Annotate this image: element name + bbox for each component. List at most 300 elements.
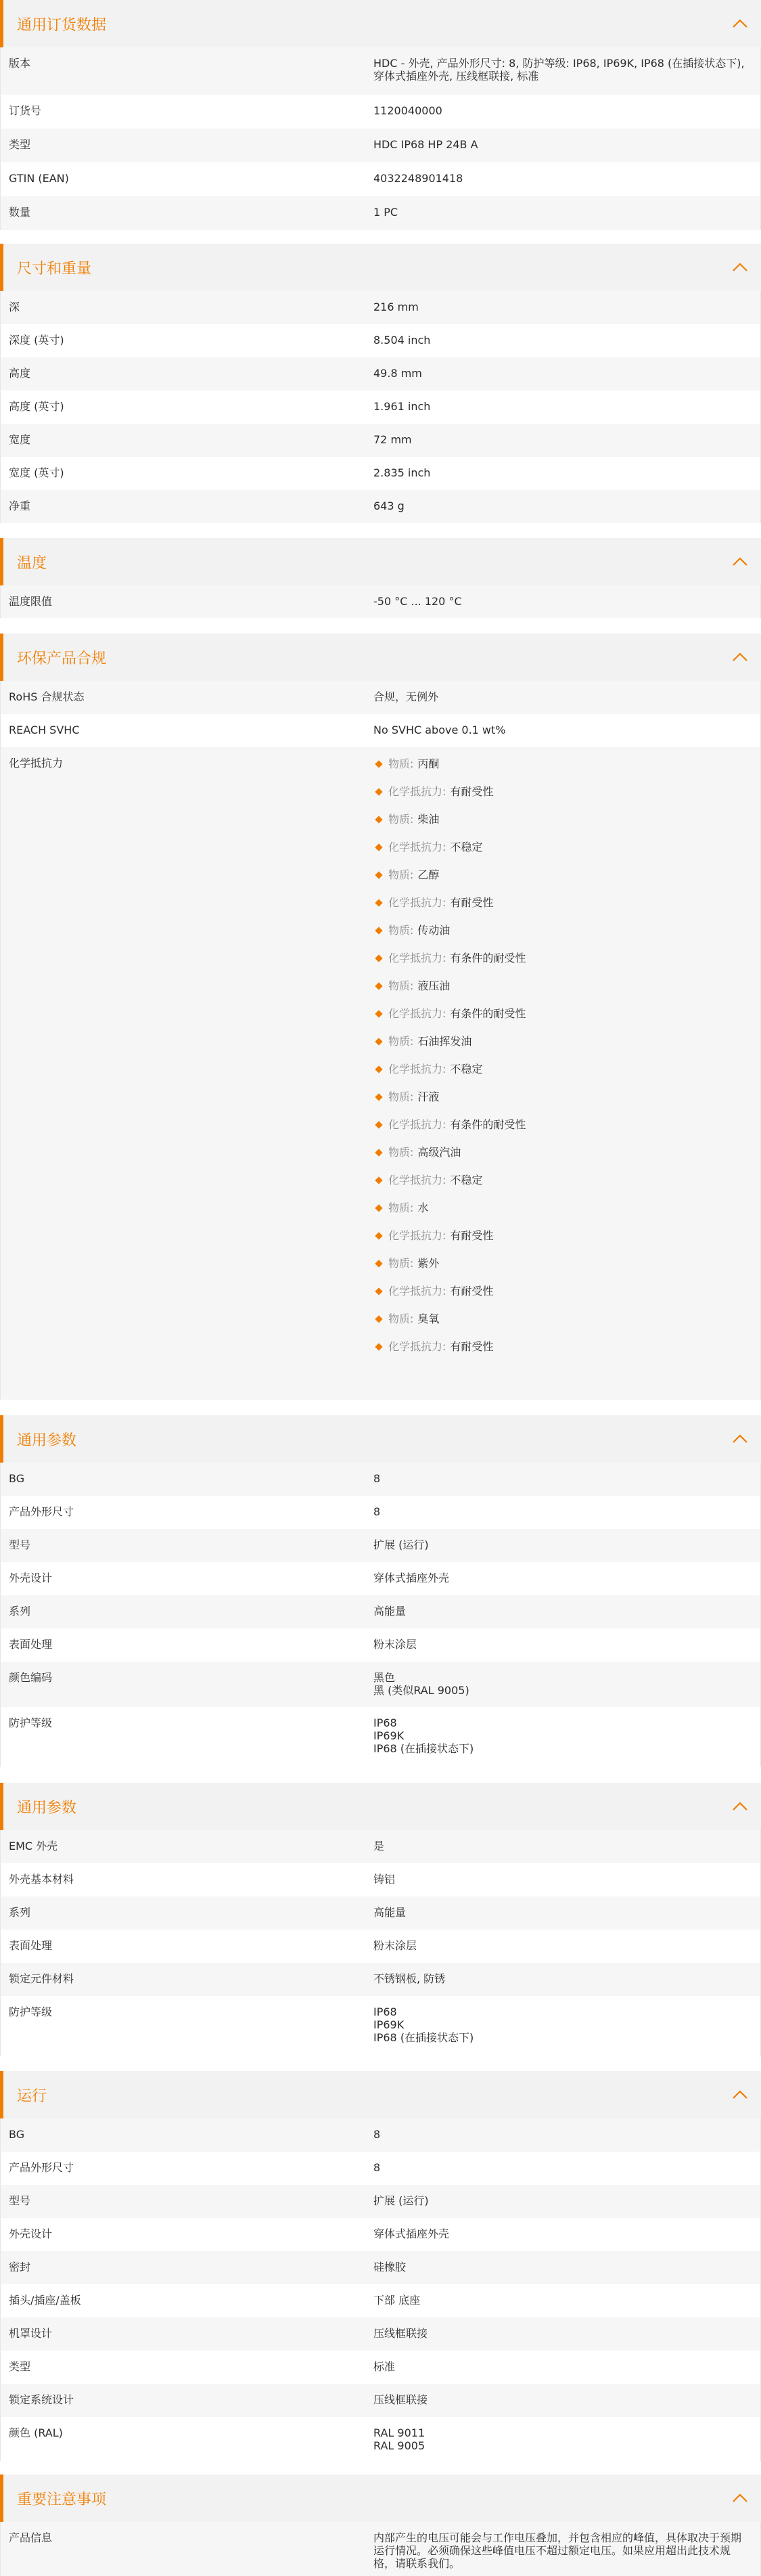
spec-value-line: 49.8 mm: [373, 367, 422, 380]
chem-value: 有条件的耐受性: [450, 1118, 526, 1131]
spec-value-line: No SVHC above 0.1 wt%: [373, 724, 506, 736]
section-header-toggle[interactable]: [0, 538, 761, 585]
spec-row: [0, 1707, 761, 1767]
spec-label: 系列: [9, 1906, 31, 1919]
spec-row: [0, 747, 761, 1400]
spec-value: [369, 2417, 760, 2461]
spec-value: [369, 2384, 760, 2417]
spec-value-line: -50 °C ... 120 °C: [373, 595, 462, 608]
chem-key: 物质:: [388, 1201, 414, 1214]
spec-row: [0, 291, 761, 324]
spec-value-line: IP69K: [373, 1729, 405, 1742]
spec-value: [369, 1595, 760, 1628]
spec-row: [0, 47, 761, 95]
spec-value-line: RAL 9011: [373, 2426, 425, 2439]
spec-value-line: 内部产生的电压可能会与工作电压叠加，并包含相应的峰值，具体取决于预期运行情况。必须确保这些峰值电压不超过额定电压。如果应用超出此技术规格，请联系我们。: [373, 2531, 742, 2570]
bullet-icon: [375, 954, 382, 962]
spec-value-line: 黑 (类似RAL 9005): [373, 1684, 469, 1697]
chem-value: 有条件的耐受性: [450, 952, 526, 964]
section-gap: [0, 2056, 761, 2071]
section-header-toggle[interactable]: [0, 2474, 761, 2522]
section-header-toggle[interactable]: [0, 0, 761, 47]
spec-row: [0, 1529, 761, 1562]
spec-value: [369, 1963, 760, 1996]
chevron-up-icon[interactable]: [731, 1430, 749, 1448]
spec-row: [0, 1628, 761, 1662]
section-title: 环保产品合规: [17, 650, 107, 667]
spec-row: [0, 1996, 761, 2056]
spec-label: 高度 (英寸): [9, 400, 64, 413]
spec-value-line: 2.835 inch: [373, 466, 431, 479]
spec-section: [0, 634, 761, 1400]
list-item: [373, 952, 747, 979]
spec-label: RoHS 合规状态: [9, 690, 85, 703]
spec-label: 化学抵抗力: [9, 757, 64, 770]
spec-row: [0, 585, 761, 618]
section-header-toggle[interactable]: [0, 244, 761, 291]
bullet-icon: [375, 927, 382, 934]
spec-value: [369, 1562, 760, 1595]
spec-value-line: HDC - 外壳, 产品外形尺寸: 8, 防护等级: IP68, IP69K, IP68 (在插接状态下), 穿体式插座外壳, 压线框联接, 标准: [373, 57, 745, 83]
spec-row: [0, 1463, 761, 1496]
spec-row: [0, 1595, 761, 1628]
spec-value: [369, 714, 760, 747]
spec-value: [369, 2218, 760, 2251]
list-item: [373, 1146, 747, 1174]
spec-section: [0, 538, 761, 618]
chevron-up-icon[interactable]: [731, 2489, 749, 2507]
spec-value-line: 1.961 inch: [373, 400, 431, 413]
list-item: [373, 1340, 747, 1368]
spec-section: [0, 2474, 761, 2576]
bullet-icon: [375, 843, 382, 851]
section-title: 运行: [17, 2087, 47, 2105]
section-body: [0, 681, 761, 1400]
chevron-up-icon[interactable]: [731, 2086, 749, 2104]
spec-value: [369, 357, 760, 391]
list-item: [373, 1257, 747, 1285]
spec-row: [0, 1562, 761, 1595]
spec-value-line: 粉末涂层: [373, 1939, 417, 1952]
spec-label: EMC 外壳: [9, 1840, 58, 1852]
spec-value: [369, 95, 760, 129]
chem-value: 传动油: [417, 924, 451, 937]
list-item: [373, 1201, 747, 1229]
spec-label: 型号: [9, 1538, 31, 1551]
spec-value-line: 高能量: [373, 1605, 407, 1618]
spec-row: [0, 1863, 761, 1896]
bullet-icon: [375, 871, 382, 879]
spec-row: [0, 1930, 761, 1963]
bullet-icon: [375, 1121, 382, 1128]
spec-value-line: HDC IP68 HP 24B A: [373, 138, 478, 151]
bullet-icon: [375, 899, 382, 906]
section-gap: [0, 230, 761, 244]
spec-value-line: 8: [373, 1472, 381, 1485]
bullet-icon: [375, 982, 382, 990]
spec-label: BG: [9, 2128, 25, 2141]
spec-value-line: 扩展 (运行): [373, 2194, 429, 2207]
spec-value: [369, 1863, 760, 1896]
bullet-icon: [375, 1149, 382, 1156]
spec-value-line: IP68: [373, 1716, 397, 1729]
chem-value: 汗液: [417, 1090, 440, 1103]
list-item: [373, 1174, 747, 1201]
list-item: [373, 1118, 747, 1146]
spec-value: [369, 457, 760, 490]
list-item: [373, 868, 747, 896]
chem-value: 石油挥发油: [417, 1035, 472, 1048]
spec-value: [369, 1707, 760, 1767]
spec-value-line: 不锈钢板, 防锈: [373, 1972, 446, 1985]
section-body: [0, 1830, 761, 2056]
spec-row: [0, 2284, 761, 2317]
spec-value-line: 高能量: [373, 1906, 407, 1919]
spec-value-line: 8: [373, 2161, 381, 2174]
bullet-icon: [375, 760, 382, 768]
spec-value-line: 1120040000: [373, 104, 442, 117]
spec-row: [0, 2185, 761, 2218]
list-item: [373, 841, 747, 868]
section-title: 通用订货数据: [17, 16, 107, 34]
chem-key: 化学抵抗力:: [388, 952, 446, 964]
spec-row: [0, 1496, 761, 1529]
spec-value: [369, 490, 760, 523]
spec-value: [369, 1996, 760, 2056]
spec-row: [0, 714, 761, 747]
section-gap: [0, 1400, 761, 1415]
spec-label: 外壳设计: [9, 2227, 53, 2240]
section-body: [0, 47, 761, 230]
spec-row: [0, 2417, 761, 2461]
spec-value: [369, 1529, 760, 1562]
spec-value: [369, 2284, 760, 2317]
spec-label: 类型: [9, 138, 31, 151]
spec-label: 数量: [9, 206, 31, 219]
section-title: 尺寸和重量: [17, 260, 92, 277]
spec-row: [0, 2152, 761, 2185]
spec-value: [369, 2152, 760, 2185]
list-item: [373, 1285, 747, 1312]
chevron-up-icon[interactable]: [731, 1798, 749, 1815]
bullet-icon: [375, 1260, 382, 1267]
spec-value: [369, 2185, 760, 2218]
spec-label: 订货号: [9, 104, 42, 117]
spec-section: [0, 2071, 761, 2461]
spec-row: [0, 1830, 761, 1863]
bullet-icon: [375, 816, 382, 823]
spec-value-line: 压线框联接: [373, 2393, 428, 2406]
spec-label: 产品信息: [9, 2531, 53, 2544]
section-gap: [0, 618, 761, 634]
spec-row: [0, 681, 761, 714]
spec-value: [369, 2317, 760, 2351]
spec-value: [369, 747, 760, 1400]
list-item: [373, 757, 747, 785]
section-title: 通用参数: [17, 1799, 77, 1817]
chem-key: 化学抵抗力:: [388, 1118, 446, 1131]
chem-value: 不稳定: [450, 841, 483, 853]
spec-value: [369, 47, 760, 95]
chem-value: 不稳定: [450, 1174, 483, 1186]
chem-value: 乙醇: [417, 868, 440, 881]
spec-row: [0, 162, 761, 196]
spec-label: 温度限值: [9, 595, 53, 608]
spec-label: 外壳设计: [9, 1572, 53, 1584]
spec-value: [369, 1628, 760, 1662]
bullet-icon: [375, 1176, 382, 1184]
bullet-icon: [375, 1232, 382, 1239]
chem-key: 物质:: [388, 1146, 414, 1159]
chem-value: 臭氧: [417, 1312, 440, 1325]
list-item: [373, 979, 747, 1007]
list-item: [373, 924, 747, 952]
spec-value-line: IP69K: [373, 2018, 405, 2031]
spec-row: [0, 95, 761, 129]
spec-value-line: 硅橡胶: [373, 2261, 407, 2273]
spec-value-line: 粉末涂层: [373, 1638, 417, 1651]
spec-value-line: 1 PC: [373, 206, 398, 219]
spec-label: 净重: [9, 499, 31, 512]
spec-value: [369, 2522, 760, 2576]
spec-label: REACH SVHC: [9, 724, 80, 736]
chevron-up-icon[interactable]: [731, 15, 749, 32]
spec-row: [0, 2251, 761, 2284]
chem-key: 物质:: [388, 1090, 414, 1103]
section-header-toggle[interactable]: [0, 1415, 761, 1463]
spec-label: 深: [9, 301, 20, 313]
list-item: [373, 1007, 747, 1035]
spec-label: BG: [9, 1472, 25, 1485]
spec-value-line: IP68 (在插接状态下): [373, 1742, 474, 1755]
chemical-resistance-list: [373, 757, 747, 1368]
bullet-icon: [375, 1065, 382, 1073]
spec-value-line: 标准: [373, 2360, 396, 2373]
spec-value: [369, 585, 760, 618]
spec-row: [0, 2118, 761, 2152]
spec-row: [0, 129, 761, 162]
bullet-icon: [375, 1343, 382, 1350]
chem-value: 有耐受性: [450, 785, 494, 798]
section-title: 温度: [17, 554, 47, 572]
spec-value-line: 黑色: [373, 1671, 396, 1684]
section-gap: [0, 523, 761, 538]
spec-label: 外壳基本材料: [9, 1873, 74, 1886]
spec-value: [369, 391, 760, 424]
section-header-toggle[interactable]: [0, 2071, 761, 2118]
spec-row: [0, 1896, 761, 1930]
spec-label: 表面处理: [9, 1939, 53, 1952]
chem-value: 柴油: [417, 813, 440, 826]
spec-value-line: 是: [373, 1840, 385, 1852]
chem-key: 物质:: [388, 1312, 414, 1325]
spec-value: [369, 162, 760, 196]
chem-key: 物质:: [388, 1257, 414, 1270]
list-item: [373, 813, 747, 841]
bullet-icon: [375, 788, 382, 795]
spec-value: [369, 681, 760, 714]
spec-value: [369, 129, 760, 162]
spec-value-line: 8.504 inch: [373, 334, 431, 347]
section-body: [0, 585, 761, 618]
spec-label: 宽度 (英寸): [9, 466, 64, 479]
bullet-icon: [375, 1038, 382, 1045]
spec-row: [0, 324, 761, 357]
section-body: [0, 291, 761, 523]
spec-row: [0, 196, 761, 230]
spec-value: [369, 2118, 760, 2152]
chem-value: 有条件的耐受性: [450, 1007, 526, 1020]
spec-value: [369, 1830, 760, 1863]
spec-label: 型号: [9, 2194, 31, 2207]
bullet-icon: [375, 1315, 382, 1323]
chem-value: 有耐受性: [450, 1285, 494, 1297]
spec-row: [0, 424, 761, 457]
spec-value-line: RAL 9005: [373, 2439, 425, 2452]
bullet-icon: [375, 1287, 382, 1295]
spec-row: [0, 2384, 761, 2417]
spec-value: [369, 2351, 760, 2384]
bullet-icon: [375, 1204, 382, 1212]
bullet-icon: [375, 1093, 382, 1101]
spec-label: 密封: [9, 2261, 31, 2273]
spec-row: [0, 2218, 761, 2251]
chem-key: 物质:: [388, 1035, 414, 1048]
spec-value-line: 合规，无例外: [373, 690, 439, 703]
chem-key: 化学抵抗力:: [388, 841, 446, 853]
chevron-up-icon[interactable]: [731, 259, 749, 276]
spec-value-line: IP68: [373, 2005, 397, 2018]
spec-row: [0, 357, 761, 391]
spec-value-line: 4032248901418: [373, 172, 463, 185]
spec-label: 防护等级: [9, 1716, 53, 1729]
chem-value: 水: [417, 1201, 429, 1214]
spec-label: 机罩设计: [9, 2327, 53, 2340]
spec-label: 锁定元件材料: [9, 1972, 74, 1985]
spec-label: 类型: [9, 2360, 31, 2373]
spec-row: [0, 2522, 761, 2576]
spec-value: [369, 2251, 760, 2284]
chem-key: 化学抵抗力:: [388, 1174, 446, 1186]
chem-key: 化学抵抗力:: [388, 785, 446, 798]
spec-label: 颜色 (RAL): [9, 2426, 63, 2439]
spec-value-line: 72 mm: [373, 433, 412, 446]
chem-key: 化学抵抗力:: [388, 1063, 446, 1075]
spec-value: [369, 1662, 760, 1707]
spec-value-line: 穿体式插座外壳: [373, 1572, 450, 1584]
spec-value-line: 643 g: [373, 499, 405, 512]
spec-value: [369, 1930, 760, 1963]
spec-value: [369, 424, 760, 457]
spec-value-line: 扩展 (运行): [373, 1538, 429, 1551]
spec-value: [369, 1463, 760, 1496]
spec-row: [0, 1662, 761, 1707]
chem-value: 不稳定: [450, 1063, 483, 1075]
spec-value-line: 8: [373, 1505, 381, 1518]
spec-row: [0, 457, 761, 490]
section-body: [0, 2522, 761, 2576]
spec-value-line: IP68 (在插接状态下): [373, 2031, 474, 2044]
spec-label: 深度 (英寸): [9, 334, 64, 347]
section-gap: [0, 1767, 761, 1783]
list-item: [373, 785, 747, 813]
section-header-toggle[interactable]: [0, 1783, 761, 1830]
spec-label: 颜色编码: [9, 1671, 53, 1684]
section-body: [0, 1463, 761, 1767]
chem-key: 物质:: [388, 868, 414, 881]
spec-row: [0, 2317, 761, 2351]
list-item: [373, 896, 747, 924]
list-item: [373, 1063, 747, 1090]
spec-value: [369, 196, 760, 230]
spec-value-line: 216 mm: [373, 301, 419, 313]
chem-key: 化学抵抗力:: [388, 1340, 446, 1353]
spec-label: 产品外形尺寸: [9, 1505, 74, 1518]
spec-label: 产品外形尺寸: [9, 2161, 74, 2174]
spec-section: [0, 0, 761, 230]
chem-key: 化学抵抗力:: [388, 1007, 446, 1020]
spec-label: 锁定系统设计: [9, 2393, 74, 2406]
spec-section: [0, 1415, 761, 1767]
spec-label: 插头/插座/盖板: [9, 2294, 81, 2307]
bullet-icon: [375, 1010, 382, 1017]
list-item: [373, 1090, 747, 1118]
spec-row: [0, 1963, 761, 1996]
spec-value: [369, 1496, 760, 1529]
spec-label: 系列: [9, 1605, 31, 1618]
chem-value: 有耐受性: [450, 1340, 494, 1353]
chem-value: 有耐受性: [450, 1229, 494, 1242]
chem-value: 有耐受性: [450, 896, 494, 909]
section-title: 通用参数: [17, 1431, 77, 1449]
section-gap: [0, 2461, 761, 2474]
spec-value-line: 铸铝: [373, 1873, 396, 1886]
chem-key: 物质:: [388, 813, 414, 826]
spec-value-line: 穿体式插座外壳: [373, 2227, 450, 2240]
chem-key: 化学抵抗力:: [388, 896, 446, 909]
chem-value: 液压油: [417, 979, 451, 992]
spec-value: [369, 324, 760, 357]
spec-section: [0, 244, 761, 523]
list-item: [373, 1229, 747, 1257]
list-item: [373, 1312, 747, 1340]
chevron-up-icon[interactable]: [731, 648, 749, 666]
spec-label: 宽度: [9, 433, 31, 446]
chem-value: 高级汽油: [417, 1146, 461, 1159]
spec-label: 防护等级: [9, 2005, 53, 2018]
spec-row: [0, 2351, 761, 2384]
spec-value-line: 8: [373, 2128, 381, 2141]
spec-row: [0, 490, 761, 523]
spec-value-line: 压线框联接: [373, 2327, 428, 2340]
list-item: [373, 1035, 747, 1063]
chem-key: 物质:: [388, 979, 414, 992]
chem-value: 紫外: [417, 1257, 440, 1270]
spec-row: [0, 391, 761, 424]
section-header-toggle[interactable]: [0, 634, 761, 681]
section-title: 重要注意事项: [17, 2491, 107, 2508]
chem-key: 化学抵抗力:: [388, 1229, 446, 1242]
spec-value: [369, 1896, 760, 1930]
spec-label: 表面处理: [9, 1638, 53, 1651]
chem-key: 物质:: [388, 757, 414, 770]
chem-key: 物质:: [388, 924, 414, 937]
chem-value: 丙酮: [417, 757, 440, 770]
chevron-up-icon[interactable]: [731, 553, 749, 571]
section-body: [0, 2118, 761, 2461]
spec-label: GTIN (EAN): [9, 172, 69, 185]
spec-label: 版本: [9, 57, 31, 70]
